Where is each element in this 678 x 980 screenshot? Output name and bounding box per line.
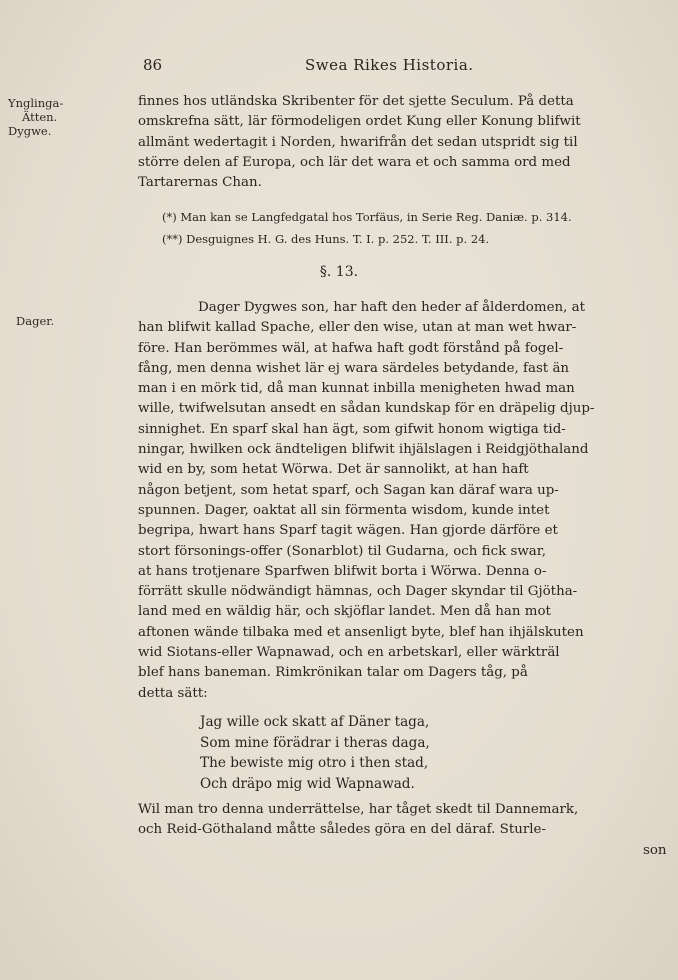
text-line: större delen af Europa, och lär det wara et och samma ord med — [138, 154, 571, 170]
text-line: aftonen wände tilbaka med et ansenligt byte, blef han ihjälskuten — [138, 624, 584, 640]
verse-line: Som mine förädrar i theras daga, — [200, 734, 430, 751]
verse-line: Och dräpo mig wid Wapnawad. — [200, 775, 415, 792]
text-line: sinnighet. En sparf skal han ägt, som gifwit honom wigtiga tid- — [138, 421, 566, 437]
paragraph-bottom — [138, 800, 668, 841]
text-line: allmänt wedertagit i Norden, hwarifrån det sedan utspridt sig til — [138, 134, 578, 150]
text-line: wid Siotans-eller Wapnawad, och en arbetskarl, eller wärkträl — [138, 645, 560, 661]
running-title: Swea Rikes Historia. — [305, 56, 474, 74]
margin-note-line: Ätten. — [22, 110, 58, 124]
text-line: fång, men denna wishet lär ej wara särdeles betydande, fast än — [138, 360, 570, 376]
text-line: ningar, hwilken ock ändteligen blifwit ihjälslagen i Reidgjöthaland — [138, 442, 589, 458]
page-header — [0, 56, 678, 80]
margin-note-line: Dager. — [16, 314, 55, 328]
text-line: spunnen. Dager, oaktat all sin förmenta wisdom, kunde intet — [138, 502, 550, 518]
text-line: man i en mörk tid, då man kunnat inbilla menigheten hwad man — [138, 381, 575, 397]
text-line: omskrefna sätt, lär förmodeligen ordet Kung eller Konung blifwit — [138, 114, 581, 130]
verse-line: The bewiste mig otro i then stad, — [200, 755, 429, 772]
text-line: och Reid-Göthaland måtte således göra en del däraf. Sturle- — [138, 822, 546, 838]
text-line: Dager Dygwes son, har haft den heder af ålderdomen, at — [198, 300, 585, 315]
text-line: någon betjent, som hetat sparf, och Sagan kan däraf wara up- — [138, 482, 559, 498]
text-line: wille, twifwelsutan ansedt en sådan kundskap för en dräpelig djup- — [138, 401, 595, 417]
text-line: blef hans baneman. Rimkrönikan talar om Dagers tåg, på — [138, 665, 528, 681]
text-line: detta sätt: — [138, 685, 208, 701]
text-line: förrätt skulle nödwändigt hämnas, och Dager skyndar til Gjötha- — [138, 584, 578, 600]
footnotes — [162, 206, 667, 250]
margin-note-line: Dygwe. — [8, 124, 52, 138]
margin-note-section — [8, 314, 133, 328]
verse-quote — [200, 712, 640, 794]
section-heading: §. 13. — [319, 264, 359, 280]
paragraph-top — [138, 92, 668, 193]
text-line: han blifwit kallad Spache, eller den wise, utan at man wet hwar- — [138, 320, 577, 336]
text-line: at hans trotjenare Sparfwen blifwit borta i Wörwa. Denna o- — [138, 563, 547, 579]
text-line: wid en by, som hetat Wörwa. Det är sannolikt, at han haft — [138, 462, 529, 478]
margin-note-top — [8, 96, 133, 138]
footnote: (*) Man kan se Langfedgatal hos Torfäus, in Serie Reg. Daniæ. p. 314. — [162, 210, 572, 224]
text-line: Wil man tro denna underrättelse, har tåget skedt til Dannemark, — [138, 802, 579, 817]
text-line: Tartarernas Chan. — [138, 175, 262, 191]
margin-note-line: Ynglinga- — [8, 96, 64, 110]
catchword: son — [643, 843, 667, 858]
verse-line: Jag wille ock skatt af Däner taga, — [200, 714, 430, 730]
footnote: (**) Desguignes H. G. des Huns. T. I. p. 252. T. III. p. 24. — [162, 232, 490, 246]
paragraph-main — [138, 298, 668, 704]
text-line: land med en wäldig här, och skjöflar landet. Men då han mot — [138, 604, 551, 620]
text-line: finnes hos utländska Skribenter för det sjette Seculum. På detta — [138, 94, 574, 109]
text-line: begripa, hwart hans Sparf tagit wägen. Han gjorde därföre et — [138, 523, 558, 539]
page-number: 86 — [143, 56, 163, 74]
text-line: stort försonings-offer (Sonarblot) til Gudarna, och fick swar, — [138, 543, 546, 559]
text-line: före. Han berömmes wäl, at hafwa haft godt förstånd på fogel- — [138, 340, 564, 356]
